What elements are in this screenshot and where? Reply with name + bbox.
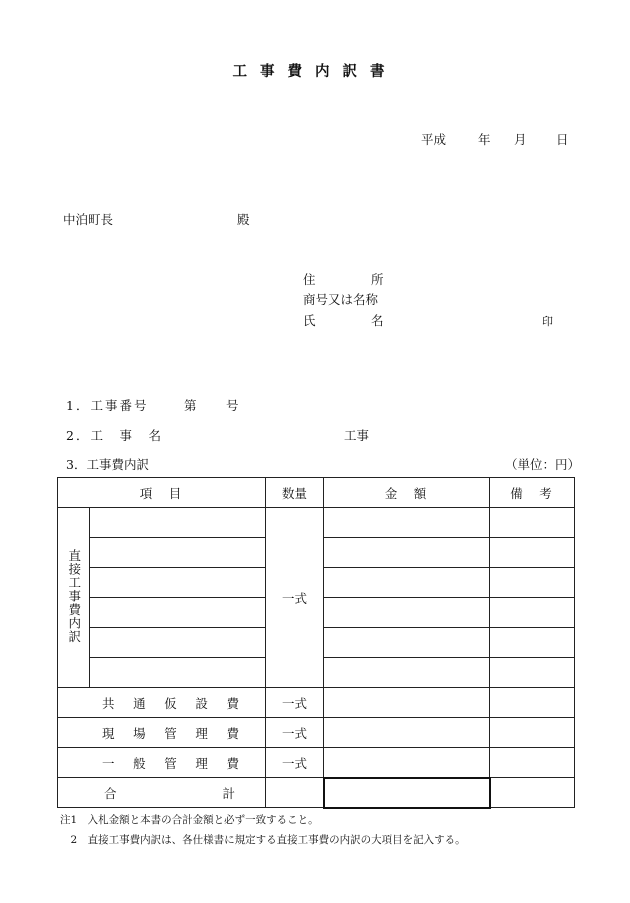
header-remarks: 備 考 bbox=[490, 478, 575, 508]
amount-cell[interactable] bbox=[324, 658, 490, 688]
total-label: 合 計 bbox=[58, 778, 266, 808]
address-label-1: 住 bbox=[303, 272, 316, 287]
table-row bbox=[58, 748, 575, 778]
site-mgmt-cost-qty: 一式 bbox=[266, 718, 324, 748]
common-temp-cost-qty: 一式 bbox=[266, 688, 324, 718]
table-row bbox=[58, 688, 575, 718]
general-mgmt-cost-qty: 一式 bbox=[266, 748, 324, 778]
amount-cell[interactable] bbox=[324, 628, 490, 658]
item3-label: 3．工事費内訳 bbox=[66, 457, 149, 472]
recipient-name: 中泊町長 bbox=[63, 212, 114, 227]
recipient-honorific: 殿 bbox=[237, 212, 250, 227]
header-amount: 金 額 bbox=[324, 478, 490, 508]
note-2: 2 直接工事費内訳は、各仕様書に規定する直接工事費の内訳の大項目を記入する。 bbox=[60, 834, 466, 846]
seal-mark: 印 bbox=[542, 315, 553, 328]
remarks-cell[interactable] bbox=[490, 748, 575, 778]
address-label-2: 所 bbox=[371, 272, 384, 287]
amount-cell[interactable] bbox=[324, 568, 490, 598]
direct-item-cell[interactable] bbox=[90, 658, 266, 688]
date-month: 月 bbox=[514, 132, 527, 147]
amount-cell[interactable] bbox=[324, 598, 490, 628]
direct-item-cell[interactable] bbox=[90, 568, 266, 598]
header-item: 項 目 bbox=[58, 478, 266, 508]
direct-item-cell[interactable] bbox=[90, 628, 266, 658]
amount-cell[interactable] bbox=[324, 688, 490, 718]
date-day: 日 bbox=[556, 132, 569, 147]
total-remarks-cell[interactable] bbox=[490, 778, 575, 808]
remarks-cell[interactable] bbox=[490, 598, 575, 628]
table-row bbox=[58, 718, 575, 748]
remarks-cell[interactable] bbox=[490, 658, 575, 688]
name-label-2: 名 bbox=[371, 313, 384, 328]
remarks-cell[interactable] bbox=[490, 538, 575, 568]
remarks-cell[interactable] bbox=[490, 718, 575, 748]
total-qty-cell bbox=[266, 778, 324, 808]
amount-cell[interactable] bbox=[324, 748, 490, 778]
item2-suffix: 工事 bbox=[344, 428, 370, 443]
amount-cell[interactable] bbox=[324, 718, 490, 748]
amount-cell[interactable] bbox=[324, 508, 490, 538]
direct-cost-label: 直接工事費内訳 bbox=[66, 548, 82, 644]
total-row bbox=[58, 778, 575, 808]
item2-label: 2．工 事 名 bbox=[66, 428, 163, 443]
company-label: 商号又は名称 bbox=[303, 292, 379, 307]
direct-item-cell[interactable] bbox=[90, 538, 266, 568]
name-label-1: 氏 bbox=[303, 313, 316, 328]
unit-label: （単位：円） bbox=[505, 457, 581, 472]
note-1: 注1 入札金額と本書の合計金額と必ず一致すること。 bbox=[60, 814, 319, 826]
general-mgmt-cost-label: 一 般 管 理 費 bbox=[58, 748, 266, 778]
direct-cost-cell bbox=[58, 508, 90, 688]
table-row bbox=[58, 508, 575, 538]
document-title: 工事費内訳書 bbox=[232, 63, 398, 80]
remarks-cell[interactable] bbox=[490, 628, 575, 658]
date-year: 年 bbox=[478, 132, 491, 147]
item1-dai: 第 bbox=[184, 398, 197, 413]
item1-label: 1．工事番号 bbox=[66, 398, 149, 413]
total-amount-cell[interactable] bbox=[324, 778, 490, 808]
common-temp-cost-label: 共 通 仮 設 費 bbox=[58, 688, 266, 718]
cost-breakdown-table bbox=[57, 477, 575, 808]
amount-cell[interactable] bbox=[324, 538, 490, 568]
direct-item-cell[interactable] bbox=[90, 598, 266, 628]
direct-item-cell[interactable] bbox=[90, 508, 266, 538]
site-mgmt-cost-label: 現 場 管 理 費 bbox=[58, 718, 266, 748]
remarks-cell[interactable] bbox=[490, 508, 575, 538]
direct-qty-cell: 一式 bbox=[266, 508, 324, 688]
remarks-cell[interactable] bbox=[490, 568, 575, 598]
date-era: 平成 bbox=[421, 132, 447, 147]
remarks-cell[interactable] bbox=[490, 688, 575, 718]
table-header-row bbox=[58, 478, 575, 508]
header-qty: 数量 bbox=[266, 478, 324, 508]
item1-go: 号 bbox=[226, 398, 239, 413]
